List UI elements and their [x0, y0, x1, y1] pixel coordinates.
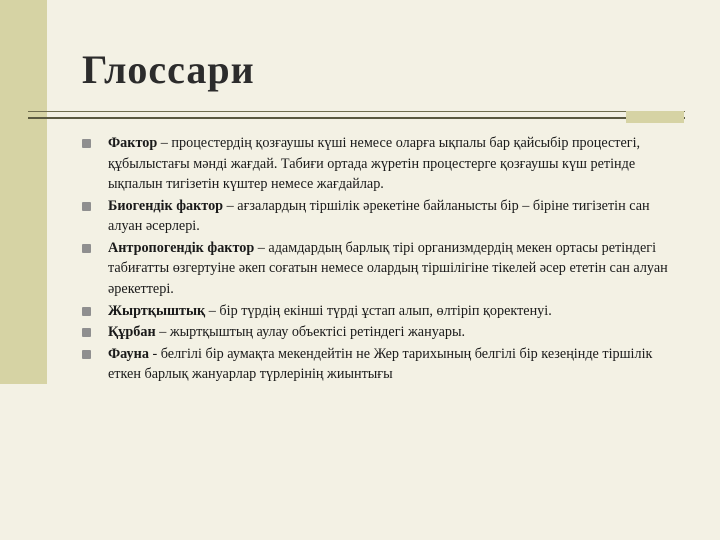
glossary-item-prey: [82, 322, 680, 343]
glossary-definition: – жыртқыштың аулау объектісі ретіндегі жануары.: [155, 324, 466, 341]
glossary-item-predation: [82, 301, 680, 322]
glossary-list: [82, 133, 680, 386]
divider-accent-block: [626, 111, 684, 123]
glossary-term: Антропогендік фактор: [108, 239, 255, 256]
square-bullet-icon: [82, 139, 91, 148]
glossary-term: Құрбан: [108, 324, 156, 341]
glossary-definition: – бір түрдің екінші түрді ұстап алып, өлтіріп қоректенуі.: [205, 302, 552, 319]
left-sidebar-bar: [0, 0, 47, 384]
glossary-item-biogenic-factor: [82, 196, 680, 237]
glossary-item-anthropogenic-factor: [82, 238, 680, 300]
glossary-item-factor: [82, 133, 680, 195]
slide-title: Глоссари: [82, 47, 255, 92]
glossary-definition: – процестердің қозғаушы күші немесе оларға ықпалы бар қайсыбір процестегі, құбылыстағы мәнді жағдай. Табиғи ортада жүретін процестерге қозғаушы күш ретінде ықпалын тигізетін күштер немесе жағдайлар.: [108, 135, 641, 192]
square-bullet-icon: [82, 328, 91, 337]
square-bullet-icon: [82, 307, 91, 316]
glossary-term: Жыртқыштық: [108, 302, 206, 319]
divider-line-bottom: [28, 117, 685, 119]
glossary-definition: - белгілі бір аумақта мекендейтін не Жер тарихының белгілі бір кезеңінде тіршілік еткен барлық жануарлар түрлерінің жиынтығы: [108, 345, 653, 383]
glossary-item-fauna: [82, 344, 680, 385]
title-divider: [28, 111, 685, 124]
glossary-term: Фауна: [108, 345, 149, 362]
square-bullet-icon: [82, 350, 91, 359]
square-bullet-icon: [82, 202, 91, 211]
glossary-term: Биогендік фактор: [108, 197, 224, 214]
glossary-term: Фактор: [108, 135, 158, 151]
glossary-definition: – ағзалардың тіршілік әрекетіне байланысты бір – біріне тигізетін сан алуан әсерлері.: [108, 197, 650, 235]
square-bullet-icon: [82, 244, 91, 253]
divider-line-top: [28, 111, 685, 112]
glossary-definition: – адамдардың барлық тірі организмдердің мекен ортасы ретіндегі табиғатты өзгертуіне әкеп соғатын немесе олардың тіршілігіне тікелей әсер ететін сан алуан әрекеттері.: [108, 239, 668, 297]
